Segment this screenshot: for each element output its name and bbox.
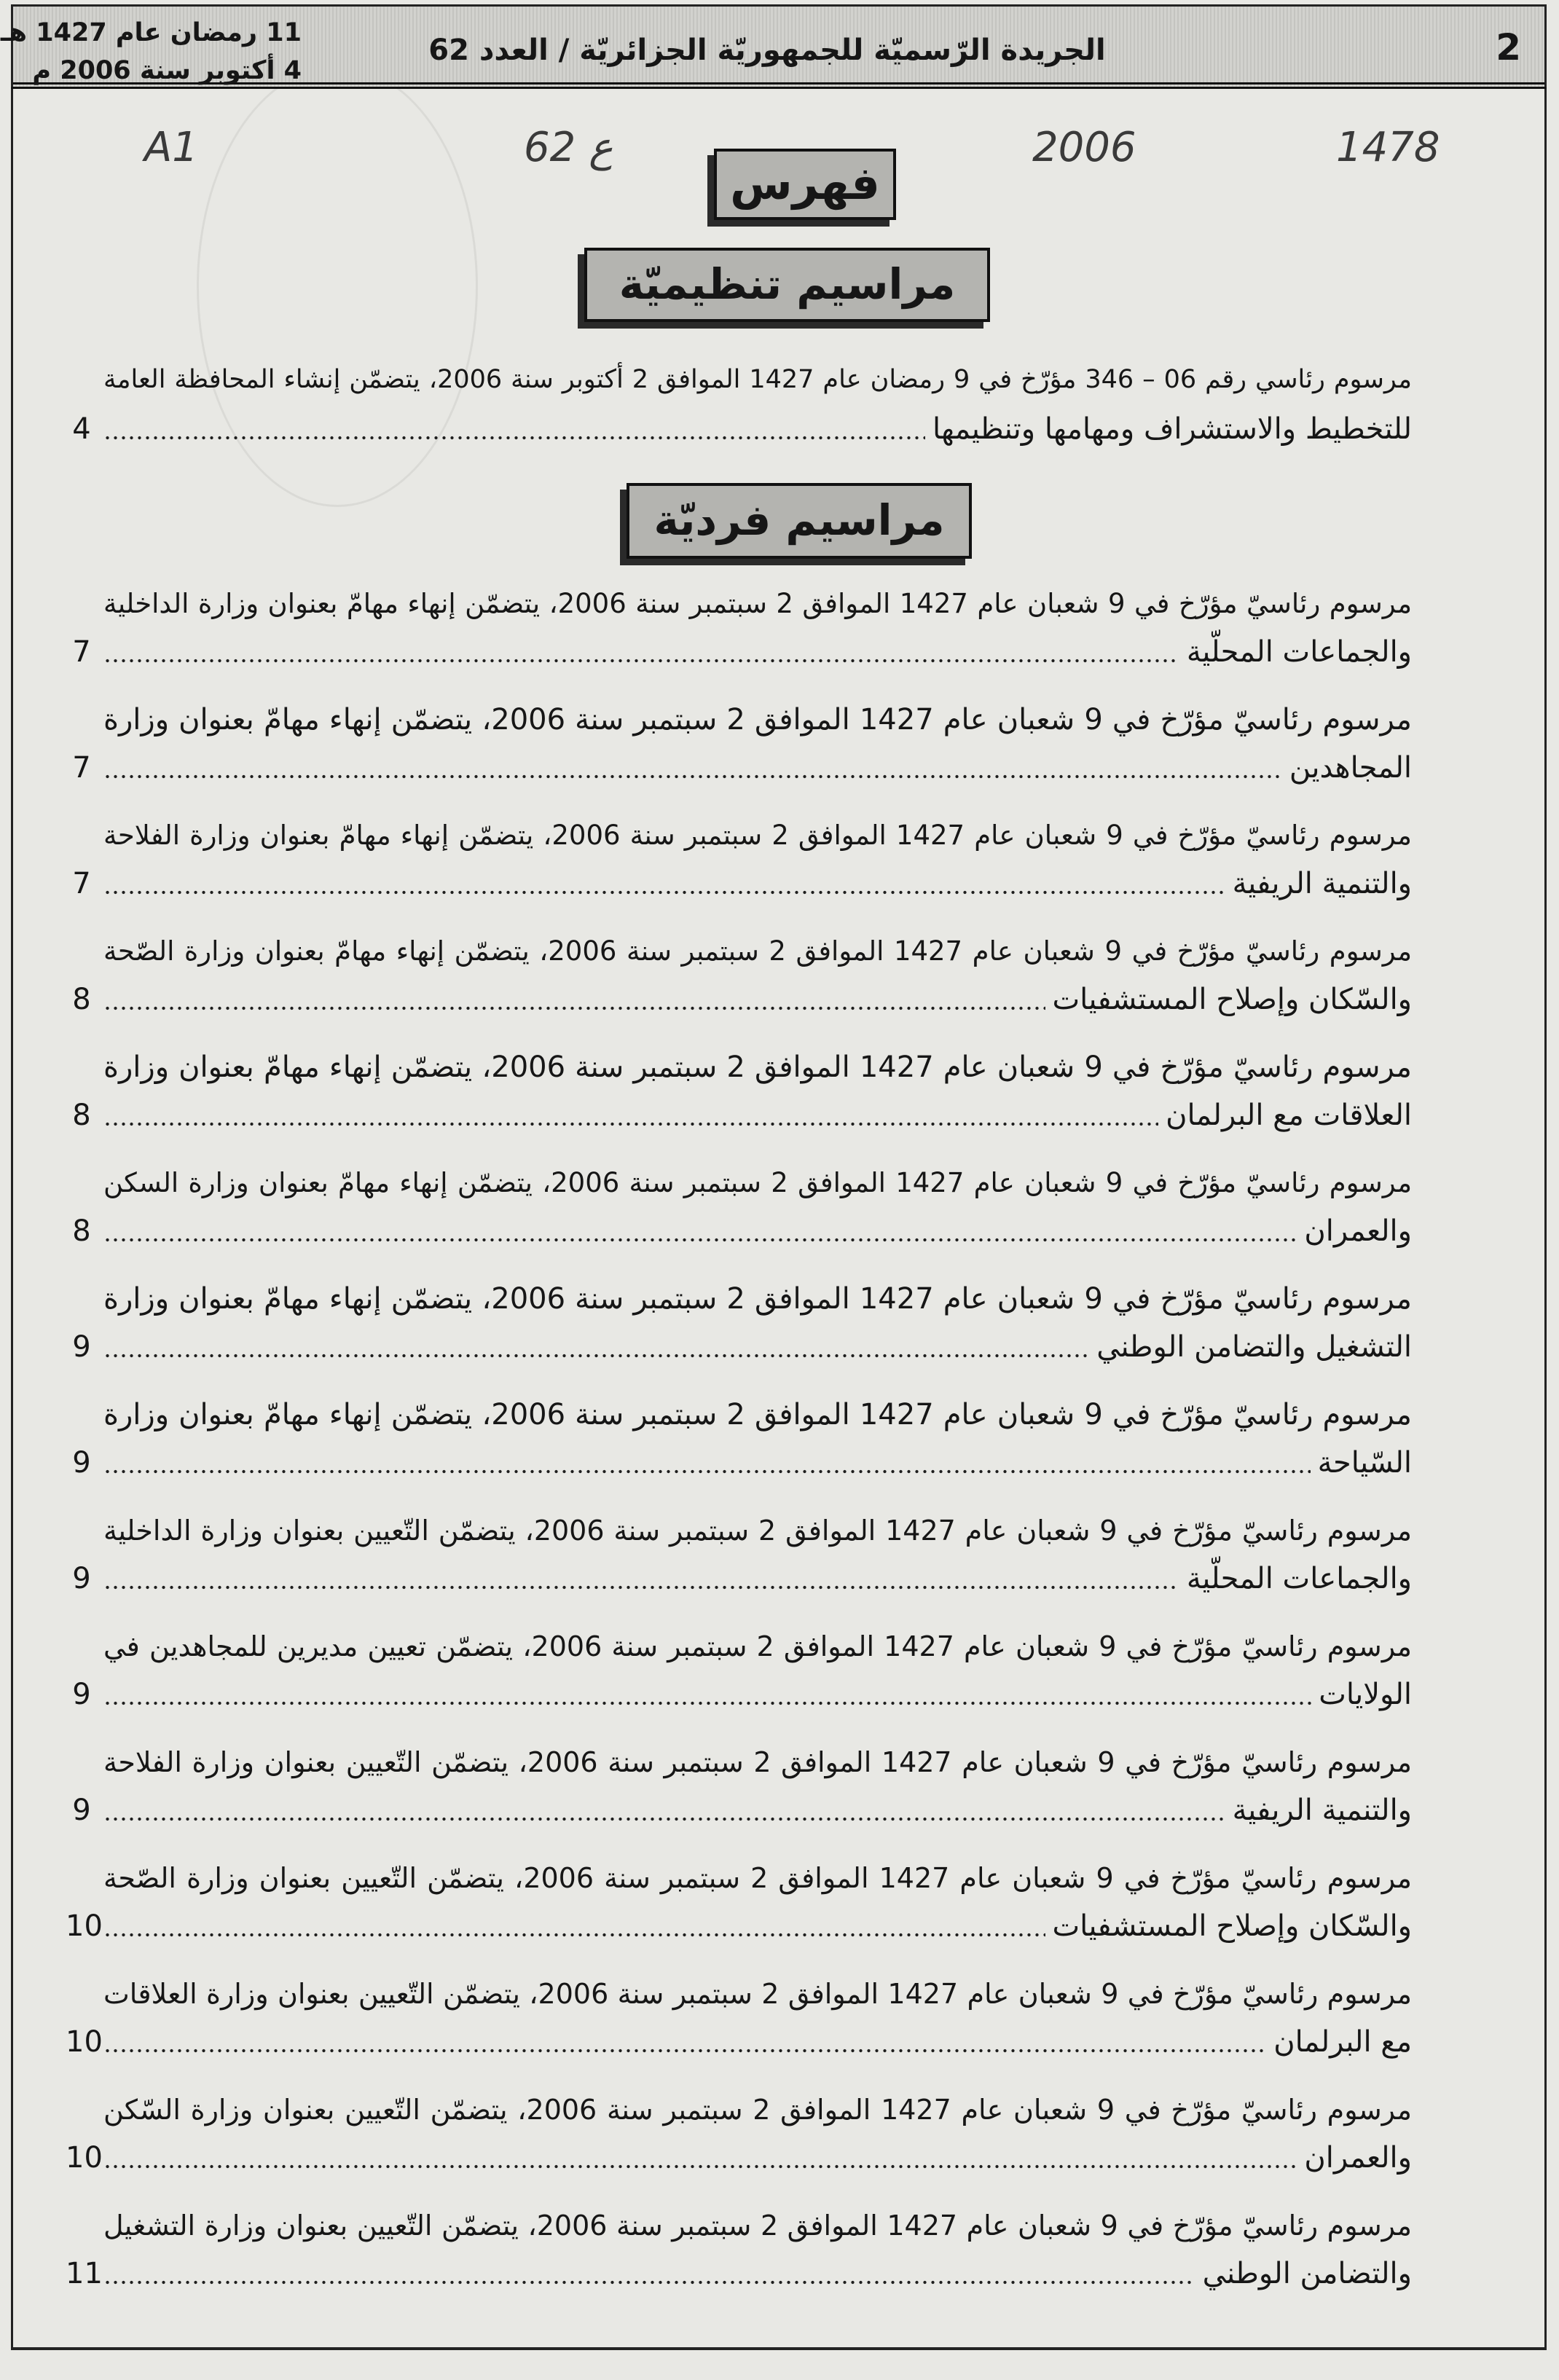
entry-text: السّياحة	[1317, 1446, 1412, 1480]
entry-line-2	[66, 1439, 1412, 1487]
toc-entry	[66, 812, 1412, 927]
entry-text: العلاقات مع البرلمان	[1166, 1099, 1412, 1132]
entry-line-2	[66, 2018, 1412, 2066]
entry-line-2	[66, 2134, 1412, 2182]
issue-date	[0, 14, 302, 90]
dot-leader	[103, 975, 1045, 1024]
entry-line-1: مرسوم رئاسيّ مؤرّخ في 9 شعبان عام 1427 الموافق 2 سبتمبر سنة 2006، يتضمّن التّعيين بعنوان وزارة الصّحة	[103, 1862, 1412, 1894]
date-gregorian: 4 أكتوبر سنة 2006 م	[32, 56, 302, 85]
dot-leader	[103, 1091, 1158, 1139]
entry-line-2	[66, 1670, 1412, 1719]
dot-leader	[103, 2250, 1195, 2298]
entry-page-number: 8	[72, 983, 91, 1016]
toc-entry	[66, 580, 1412, 696]
entry-line-1: مرسوم رئاسيّ مؤرّخ في 9 شعبان عام 1427 الموافق 2 سبتمبر سنة 2006، يتضمّن تعيين مديرين للمجاهدين في	[103, 1630, 1412, 1662]
dot-leader	[103, 2134, 1297, 2182]
entry-line-2	[66, 1091, 1412, 1139]
handwritten-note-year: 2006	[1032, 124, 1136, 171]
entry-text: مع البرلمان	[1273, 2025, 1412, 2059]
dot-leader	[103, 628, 1179, 676]
toc-entry	[66, 1507, 1412, 1622]
entry-line-1: مرسوم رئاسيّ مؤرّخ في 9 شعبان عام 1427 الموافق 2 سبتمبر سنة 2006، يتضمّن إنهاء مهامّ بعنوان وزارة الصّحة	[103, 935, 1412, 967]
entry-page-number: 7	[72, 867, 91, 900]
dot-leader	[103, 1439, 1311, 1487]
entry-line-2	[66, 628, 1412, 676]
toc-entry	[66, 355, 1412, 454]
entry-line-1: مرسوم رئاسيّ مؤرّخ في 9 شعبان عام 1427 الموافق 2 سبتمبر سنة 2006، يتضمّن التّعيين بعنوان وزارة العلاقات	[103, 1978, 1412, 2010]
dot-leader	[103, 2018, 1266, 2066]
page-frame-left	[11, 4, 13, 2350]
entry-line-2	[66, 404, 1412, 454]
entry-line-2	[66, 1786, 1412, 1834]
date-hijri: 11 رمضان عام 1427 هـ	[0, 18, 302, 47]
dot-leader	[103, 1555, 1179, 1603]
toc-title: فهرس	[714, 149, 896, 220]
toc-entry	[66, 2202, 1412, 2317]
entry-line-1: مرسوم رئاسي رقم 06 – 346 مؤرّخ في 9 رمضان عام 1427 الموافق 2 أكتوبر سنة 2006، يتضمّن إنشاء المحافظة العامة	[103, 365, 1412, 394]
entry-line-1: مرسوم رئاسيّ مؤرّخ في 9 شعبان عام 1427 الموافق 2 سبتمبر سنة 2006، يتضمّن إنهاء مهامّ بعنوان وزارة السكن	[103, 1167, 1412, 1198]
header-band	[0, 4, 1547, 89]
entry-line-1: مرسوم رئاسيّ مؤرّخ في 9 شعبان عام 1427 الموافق 2 سبتمبر سنة 2006، يتضمّن إنهاء مهامّ بعنوان وزارة	[103, 1050, 1412, 1084]
entry-text: والتنمية الريفية	[1232, 867, 1412, 900]
entry-line-2	[66, 975, 1412, 1024]
dot-leader	[103, 404, 925, 454]
regulatory-decree-list	[66, 355, 1412, 454]
dot-leader	[103, 1670, 1311, 1719]
section-heading-individual: مراسيم فرديّة	[627, 483, 972, 559]
toc-entry	[66, 1970, 1412, 2086]
entry-page-number: 11	[66, 2257, 103, 2290]
entry-text: والجماعات المحلّية	[1186, 1562, 1412, 1595]
toc-entry	[66, 1159, 1412, 1275]
handwritten-note-left: A1	[144, 124, 198, 171]
dot-leader	[103, 1786, 1225, 1834]
entry-line-1: مرسوم رئاسيّ مؤرّخ في 9 شعبان عام 1427 الموافق 2 سبتمبر سنة 2006، يتضمّن التّعيين بعنوان وزارة التشغيل	[103, 2210, 1412, 2242]
toc-entry	[66, 927, 1412, 1043]
entry-page-number: 7	[72, 751, 91, 785]
entry-line-1: مرسوم رئاسيّ مؤرّخ في 9 شعبان عام 1427 الموافق 2 سبتمبر سنة 2006، يتضمّن التّعيين بعنوان وزارة السّكن	[103, 2094, 1412, 2126]
entry-page-number: 9	[72, 1446, 91, 1480]
entry-line-1: مرسوم رئاسيّ مؤرّخ في 9 شعبان عام 1427 الموافق 2 سبتمبر سنة 2006، يتضمّن إنهاء مهامّ بعنوان وزارة الداخلية	[103, 588, 1412, 619]
toc-entry	[66, 696, 1412, 812]
entry-text: والجماعات المحلّية	[1186, 635, 1412, 669]
entry-line-2	[66, 744, 1412, 792]
entry-page-number: 10	[66, 2141, 103, 2175]
entry-text: والتضامن الوطني	[1202, 2257, 1412, 2290]
toc-entry	[66, 1854, 1412, 1970]
entry-text: والعمران	[1304, 1214, 1412, 1248]
entry-line-1: مرسوم رئاسيّ مؤرّخ في 9 شعبان عام 1427 الموافق 2 سبتمبر سنة 2006، يتضمّن إنهاء مهامّ بعنوان وزارة	[103, 1282, 1412, 1316]
page-frame-bottom	[11, 2347, 1547, 2350]
dot-leader	[103, 744, 1282, 792]
entry-line-2	[66, 1207, 1412, 1255]
individual-decree-list	[66, 580, 1412, 2317]
toc-entry	[66, 1391, 1412, 1507]
entry-text: والعمران	[1304, 2141, 1412, 2175]
entry-line-1: مرسوم رئاسيّ مؤرّخ في 9 شعبان عام 1427 الموافق 2 سبتمبر سنة 2006، يتضمّن إنهاء مهامّ بعنوان وزارة	[103, 703, 1412, 737]
entry-page-number: 10	[66, 2025, 103, 2059]
entry-text: للتخطيط والاستشراف ومهامها وتنظيمها	[932, 412, 1412, 446]
entry-page-number: 9	[72, 1678, 91, 1711]
entry-text: المجاهدين	[1289, 751, 1412, 785]
entry-page-number: 7	[72, 635, 91, 669]
dot-leader	[103, 1902, 1045, 1950]
entry-line-1: مرسوم رئاسيّ مؤرّخ في 9 شعبان عام 1427 الموافق 2 سبتمبر سنة 2006، يتضمّن التّعيين بعنوان وزارة الفلاحة	[103, 1746, 1412, 1778]
entry-text: والتنمية الريفية	[1232, 1794, 1412, 1827]
journal-title: الجريدة الرّسميّة للجمهوريّة الجزائريّة / العدد 62	[428, 34, 1106, 67]
toc-entry	[66, 1622, 1412, 1738]
handwritten-note-issue: 62 ع	[524, 124, 613, 171]
entry-page-number: 9	[72, 1562, 91, 1595]
toc-entry	[66, 1043, 1412, 1159]
entry-line-2	[66, 1902, 1412, 1950]
entry-text: والسّكان وإصلاح المستشفيات	[1052, 983, 1412, 1016]
dot-leader	[103, 1207, 1297, 1255]
page-frame-right	[1544, 4, 1547, 2350]
entry-page-number: 8	[72, 1099, 91, 1132]
entry-line-2	[66, 1323, 1412, 1371]
dot-leader	[103, 860, 1225, 908]
entry-text: والسّكان وإصلاح المستشفيات	[1052, 1909, 1412, 1943]
dot-leader	[103, 1323, 1089, 1371]
toc-entry	[66, 1275, 1412, 1391]
section-heading-regulatory: مراسيم تنظيميّة	[584, 248, 990, 322]
entry-line-1: مرسوم رئاسيّ مؤرّخ في 9 شعبان عام 1427 الموافق 2 سبتمبر سنة 2006، يتضمّن التّعيين بعنوان وزارة الداخلية	[103, 1515, 1412, 1547]
toc-entry	[66, 1738, 1412, 1854]
entry-page-number: 8	[72, 1214, 91, 1248]
page-number: 2	[1496, 26, 1521, 68]
entry-page-number: 10	[66, 1909, 103, 1943]
entry-line-2	[66, 1555, 1412, 1603]
entry-page-number: 9	[72, 1330, 91, 1364]
toc-entry	[66, 2086, 1412, 2202]
entry-text: التشغيل والتضامن الوطني	[1096, 1330, 1412, 1364]
entry-line-1: مرسوم رئاسيّ مؤرّخ في 9 شعبان عام 1427 الموافق 2 سبتمبر سنة 2006، يتضمّن إنهاء مهامّ بعنوان وزارة الفلاحة	[103, 820, 1412, 851]
entry-line-2	[66, 860, 1412, 908]
handwritten-note-right: 1478	[1336, 124, 1440, 171]
entry-page-number: 9	[72, 1794, 91, 1827]
entry-line-2	[66, 2250, 1412, 2298]
entry-page-number: 4	[72, 412, 91, 446]
entry-text: الولايات	[1319, 1678, 1412, 1711]
entry-line-1: مرسوم رئاسيّ مؤرّخ في 9 شعبان عام 1427 الموافق 2 سبتمبر سنة 2006، يتضمّن إنهاء مهامّ بعنوان وزارة	[103, 1398, 1412, 1431]
